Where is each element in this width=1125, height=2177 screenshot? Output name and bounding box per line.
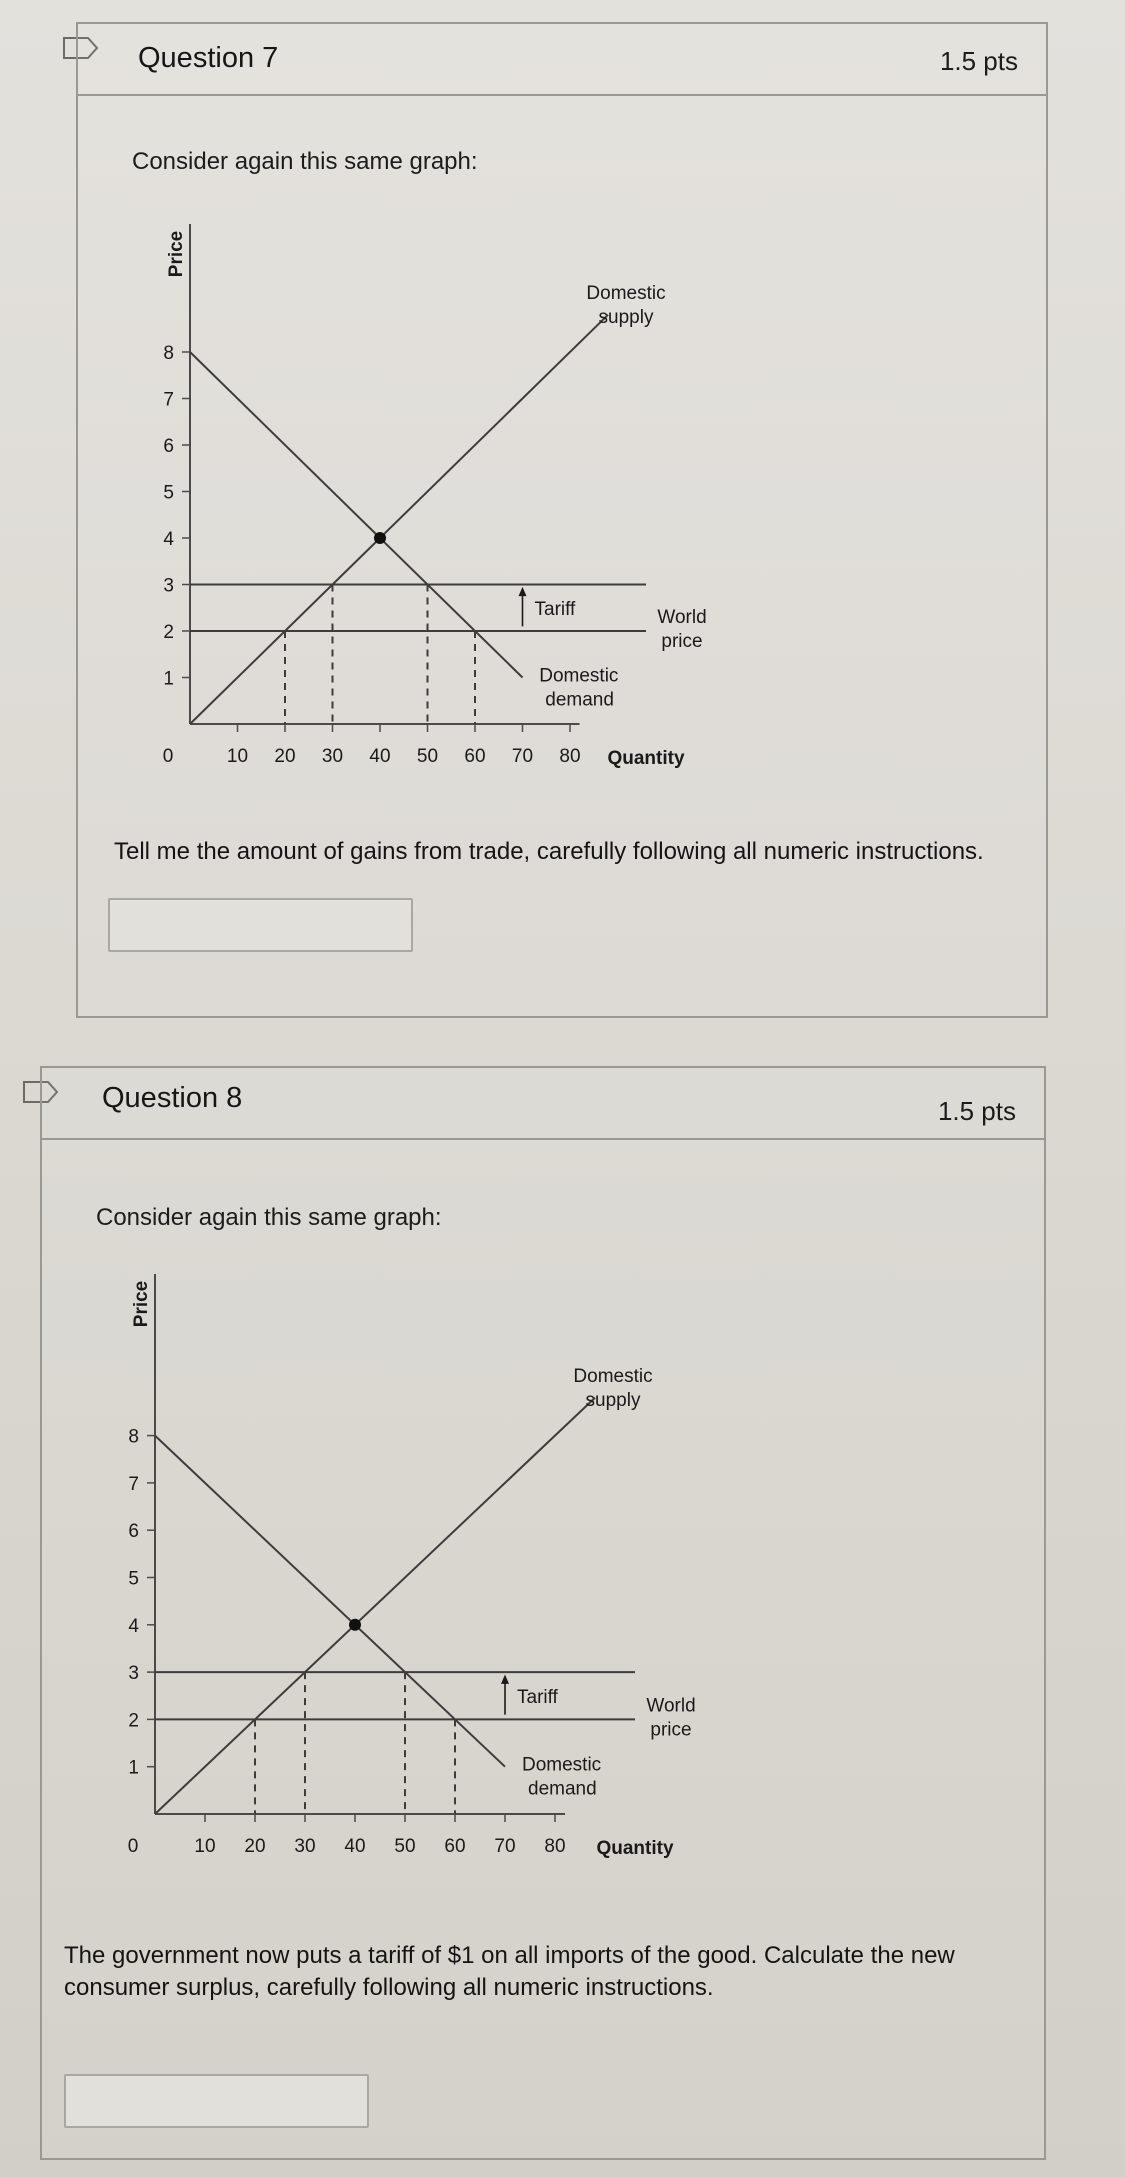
supply-label: Domestic: [573, 1365, 653, 1387]
question-8-graph: [42, 1068, 1044, 1908]
y-tick-label: 7: [163, 389, 174, 411]
question-7-graph: [78, 24, 1046, 814]
tariff-arrow-icon: [501, 1674, 509, 1683]
y-tick-label: 3: [163, 575, 174, 597]
equilibrium-point: [349, 1619, 361, 1631]
y-tick-label: 5: [163, 482, 174, 504]
demand-label: Domestic: [522, 1754, 602, 1776]
x-tick-label: 70: [511, 746, 534, 767]
y-tick-label: 6: [128, 1521, 139, 1543]
question-8-card: [40, 1066, 1046, 2160]
question-8-prompt: The government now puts a tariff of $1 on all imports of the good. Calculate the new consumer surplus, carefully following all numeric instructions.: [64, 1942, 955, 2001]
x-tick-label: 60: [444, 1836, 466, 1857]
x-tick-label: 40: [369, 746, 391, 767]
y-tick-label: 2: [163, 622, 174, 643]
y-axis-title: Price: [131, 1280, 152, 1328]
tariff-arrow-icon: [519, 587, 527, 596]
x-tick-label: 50: [394, 1836, 416, 1857]
x-tick-label: 50: [416, 746, 439, 767]
y-tick-label: 1: [128, 1757, 139, 1779]
demand-line: [190, 352, 523, 678]
supply-label: supply: [598, 306, 654, 328]
question-8-title: Question 8: [102, 1082, 243, 1114]
y-tick-label: 7: [128, 1473, 139, 1495]
question-7-title: Question 7: [138, 42, 279, 74]
x-tick-label: 80: [544, 1836, 566, 1857]
x-tick-label: 0: [127, 1836, 139, 1857]
question-7-answer-input[interactable]: [108, 898, 413, 952]
demand-line: [155, 1436, 505, 1767]
world-price-label: World: [657, 607, 707, 628]
x-tick-label: 20: [274, 746, 296, 767]
x-tick-label: 70: [494, 1836, 516, 1857]
x-axis-title: Quantity: [607, 748, 685, 769]
question-7-points: 1.5 pts: [939, 46, 1018, 76]
x-tick-label: 0: [162, 746, 174, 767]
x-tick-label: 20: [244, 1836, 266, 1857]
question-8-intro: Consider again this same graph:: [96, 1204, 442, 1231]
world-price-label: price: [650, 1719, 692, 1741]
tariff-label: Tariff: [534, 598, 576, 620]
world-price-label: World: [646, 1695, 696, 1717]
y-tick-label: 8: [163, 343, 174, 364]
y-axis-title: Price: [166, 230, 187, 278]
y-tick-label: 8: [128, 1426, 139, 1448]
x-tick-label: 10: [194, 1836, 216, 1857]
y-tick-label: 6: [163, 436, 174, 457]
supply-line: [155, 1398, 595, 1814]
demand-label: Domestic: [539, 665, 619, 687]
y-tick-label: 3: [128, 1663, 139, 1685]
world-price-label: price: [661, 631, 703, 652]
y-tick-label: 5: [128, 1568, 139, 1590]
question-7-intro: Consider again this same graph:: [132, 148, 478, 175]
x-tick-label: 40: [344, 1836, 366, 1857]
question-8-points: 1.5 pts: [937, 1096, 1016, 1126]
y-tick-label: 2: [128, 1710, 139, 1732]
tariff-label: Tariff: [517, 1686, 558, 1708]
supply-label: supply: [585, 1389, 641, 1411]
equilibrium-point: [374, 532, 386, 544]
x-tick-label: 10: [226, 746, 249, 767]
x-tick-label: 30: [294, 1836, 316, 1857]
demand-label: demand: [545, 689, 614, 711]
question-7-card: [76, 22, 1048, 1018]
question-7-prompt: Tell me the amount of gains from trade, carefully following all numeric instructions.: [114, 838, 984, 865]
x-axis-title: Quantity: [596, 1838, 674, 1859]
y-tick-label: 1: [163, 668, 174, 690]
y-tick-label: 4: [163, 529, 174, 550]
demand-label: demand: [528, 1778, 597, 1800]
supply-label: Domestic: [586, 282, 666, 304]
x-tick-label: 30: [321, 746, 344, 767]
question-8-answer-input[interactable]: [64, 2074, 369, 2128]
x-tick-label: 80: [559, 746, 581, 767]
x-tick-label: 60: [464, 746, 486, 767]
supply-line: [190, 315, 608, 724]
y-tick-label: 4: [128, 1615, 139, 1637]
